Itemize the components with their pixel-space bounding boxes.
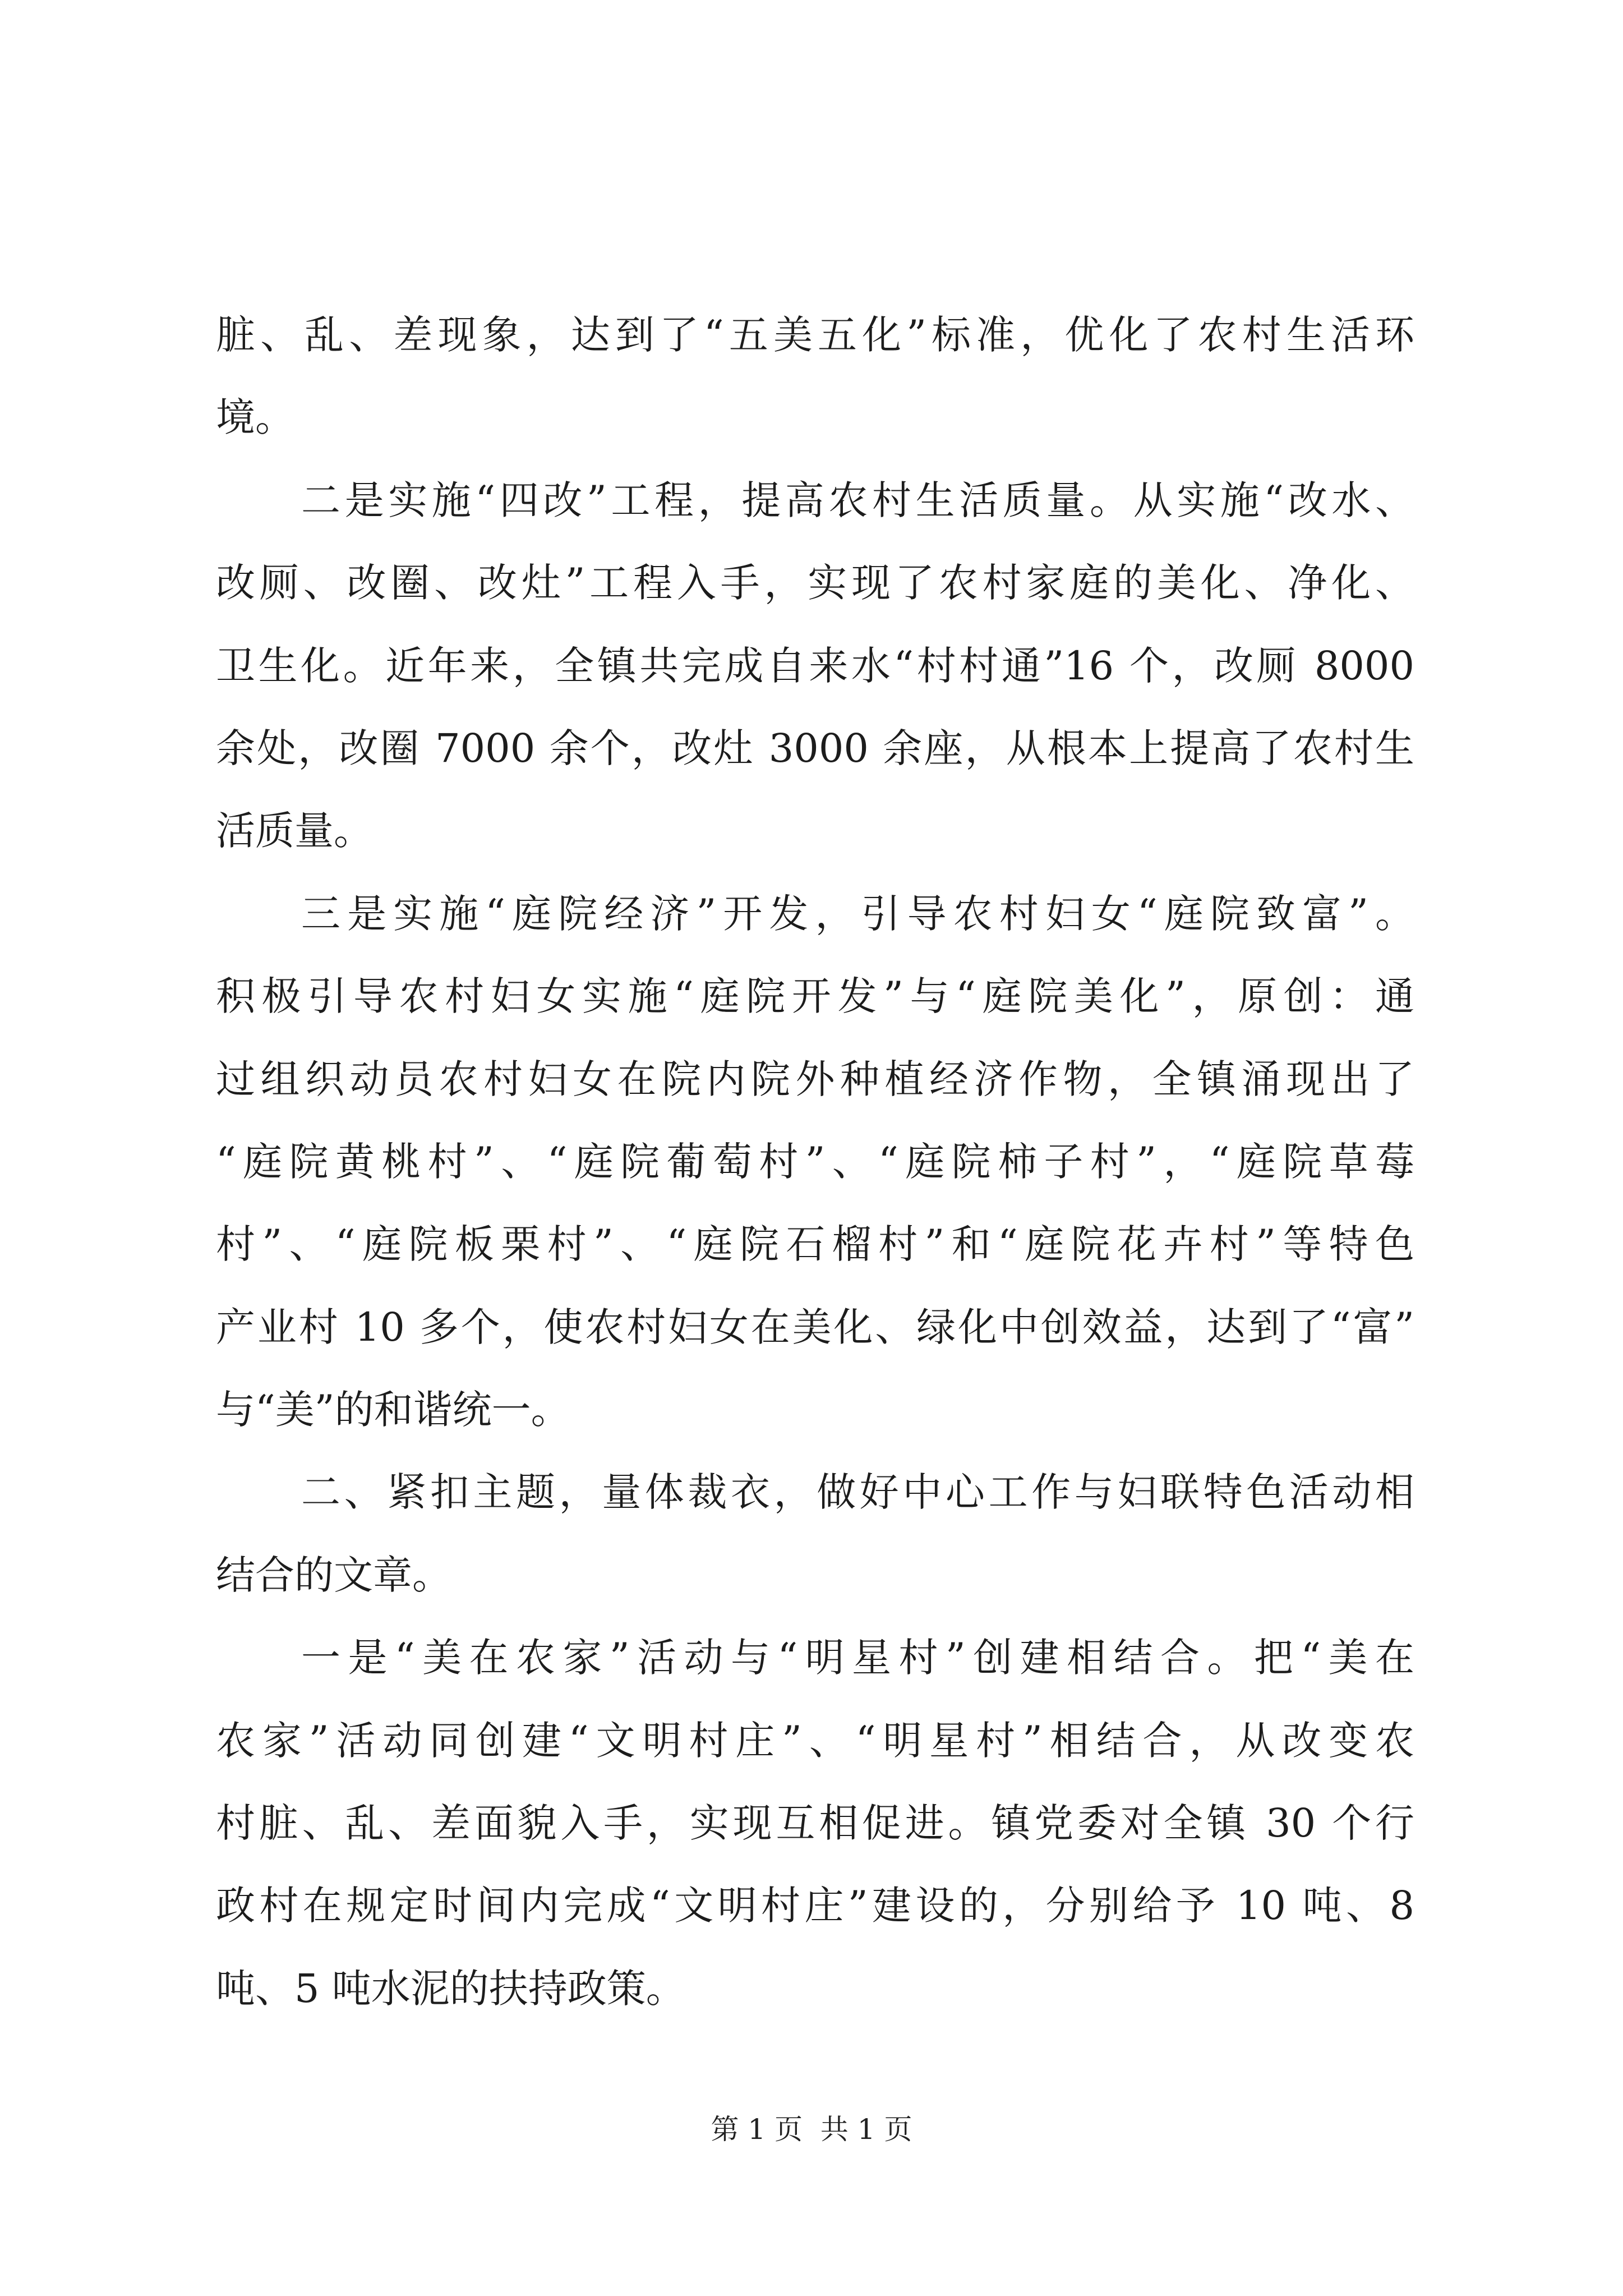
- section-paragraph: [216, 1451, 1414, 1617]
- body-text: [216, 294, 1414, 2030]
- paragraph: [216, 294, 1414, 459]
- text-line: 二是实施“四改”工程，提高农村生活质量。从实施“改水、: [301, 477, 1414, 523]
- paragraph: [216, 459, 1414, 873]
- text-line: 脏、乱、差现象，达到了“五美五化”标准，优化了农村生活环: [216, 312, 1414, 358]
- text-line: 改厕、改圈、改灶”工程入手，实现了农村家庭的美化、净化、: [216, 560, 1414, 606]
- text-line: 过组织动员农村妇女在院内院外种植经济作物，全镇涌现出了: [216, 1056, 1414, 1102]
- paragraph: [216, 1617, 1414, 2030]
- text-line: 政村在规定时间内完成“文明村庄”建设的，分别给予 10 吨、8: [216, 1883, 1414, 1929]
- text-line: 余处，改圈 7000 余个，改灶 3000 余座，从根本上提高了农村生: [216, 725, 1414, 771]
- text-line: 村脏、乱、差面貌入手，实现互相促进。镇党委对全镇 30 个行: [216, 1800, 1414, 1847]
- paragraph: [216, 873, 1414, 1452]
- text-line: 三是实施“庭院经济”开发，引导农村妇女“庭院致富”。: [301, 890, 1414, 937]
- text-line: 结合的文章。: [216, 1552, 451, 1598]
- text-line: 村”、“庭院板栗村”、“庭院石榴村”和“庭院花卉村”等特色: [216, 1221, 1414, 1268]
- text-line: 卫生化。近年来，全镇共完成自来水“村村通”16 个，改厕 8000: [216, 642, 1414, 689]
- text-line: 农家”活动同创建“文明村庄”、“明星村”相结合，从改变农: [216, 1717, 1414, 1764]
- page-footer: 第 1 页 共 1 页: [711, 2113, 912, 2146]
- text-line: 二、紧扣主题，量体裁衣，做好中心工作与妇联特色活动相: [301, 1469, 1414, 1516]
- text-line: 积极引导农村妇女实施“庭院开发”与“庭院美化”，原创：通: [216, 973, 1414, 1020]
- text-line: 活质量。: [216, 808, 373, 854]
- text-line: 境。: [216, 394, 294, 441]
- text-line: 一是“美在农家”活动与“明星村”创建相结合。把“美在: [301, 1635, 1414, 1681]
- text-line: 与“美”的和谐统一。: [216, 1387, 570, 1433]
- text-line: 产业村 10 多个，使农村妇女在美化、绿化中创效益，达到了“富”: [216, 1304, 1414, 1350]
- text-line: “庭院黄桃村”、“庭院葡萄村”、“庭院柿子村”，“庭院草莓: [216, 1138, 1414, 1185]
- text-line: 吨、5 吨水泥的扶持政策。: [216, 1965, 685, 2012]
